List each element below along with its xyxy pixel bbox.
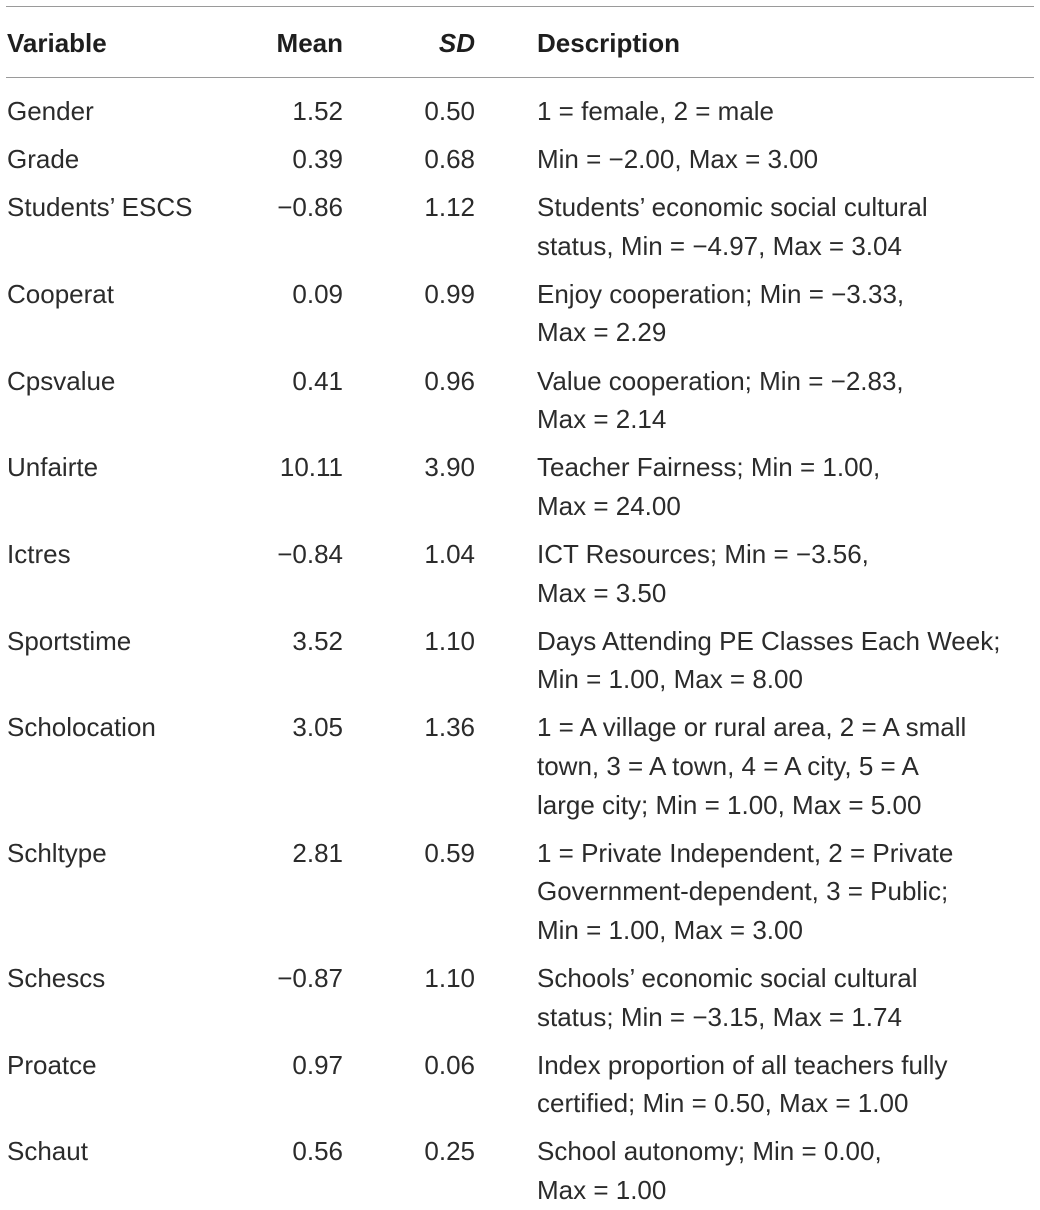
table-header-row bbox=[0, 24, 1040, 60]
header-sd: SD bbox=[438, 28, 475, 58]
description-line: Max = 3.50 bbox=[537, 577, 667, 608]
cell-mean: 0.41 bbox=[292, 365, 343, 396]
cell-sd: 1.04 bbox=[424, 539, 475, 569]
cell-sd: 0.59 bbox=[424, 837, 475, 868]
cell-description bbox=[537, 834, 1037, 950]
cell-mean: −0.84 bbox=[277, 539, 343, 569]
description-line: 1 = Private Independent, 2 = Private bbox=[537, 837, 954, 868]
cell-mean: −0.87 bbox=[277, 963, 343, 993]
cell-sd: 0.06 bbox=[424, 1049, 475, 1080]
cell-variable: Grade bbox=[7, 144, 80, 175]
description-line: Max = 1.00 bbox=[537, 1174, 667, 1205]
cell-variable: Ictres bbox=[7, 539, 71, 569]
cell-mean: 3.52 bbox=[292, 625, 343, 656]
description-line: large city; Min = 1.00, Max = 5.00 bbox=[537, 789, 922, 820]
cell-variable: Cpsvalue bbox=[7, 365, 116, 396]
cell-mean: 0.39 bbox=[292, 144, 343, 175]
description-line: Max = 24.00 bbox=[537, 490, 681, 521]
description-line: Index proportion of all teachers fully bbox=[537, 1049, 948, 1080]
description-line: Enjoy cooperation; Min = −3.33, bbox=[537, 278, 905, 309]
description-line: Max = 2.14 bbox=[537, 404, 667, 435]
cell-variable: Schescs bbox=[7, 963, 106, 993]
cell-variable: Schaut bbox=[7, 1136, 88, 1167]
cell-mean: 10.11 bbox=[279, 452, 343, 483]
cell-sd: 1.36 bbox=[424, 712, 475, 743]
cell-sd: 0.96 bbox=[424, 365, 475, 396]
header-variable: Variable bbox=[7, 28, 107, 58]
cell-sd: 1.10 bbox=[424, 963, 475, 993]
description-line: 1 = A village or rural area, 2 = A small bbox=[537, 712, 967, 743]
description-line: Min = 1.00, Max = 8.00 bbox=[537, 664, 803, 695]
cell-mean: 0.09 bbox=[292, 278, 343, 309]
table-header-rule bbox=[6, 77, 1034, 78]
cell-mean: 0.56 bbox=[292, 1136, 343, 1167]
cell-description bbox=[537, 622, 1037, 699]
description-line: Government-dependent, 3 = Public; bbox=[537, 876, 949, 907]
cell-variable: Students’ ESCS bbox=[7, 192, 193, 223]
cell-mean: −0.86 bbox=[277, 192, 343, 223]
description-line: Teacher Fairness; Min = 1.00, bbox=[537, 452, 881, 483]
cell-sd: 0.50 bbox=[424, 96, 475, 126]
cell-variable: Cooperat bbox=[7, 278, 114, 309]
cell-variable: Sportstime bbox=[7, 625, 132, 656]
description-line: ICT Resources; Min = −3.56, bbox=[537, 539, 869, 569]
cell-mean: 2.81 bbox=[292, 837, 343, 868]
header-description: Description bbox=[537, 28, 681, 58]
description-line: Max = 2.29 bbox=[537, 317, 667, 348]
cell-variable: Gender bbox=[7, 96, 94, 126]
cell-mean: 0.97 bbox=[292, 1049, 343, 1080]
cell-sd: 0.99 bbox=[424, 278, 475, 309]
cell-sd: 1.12 bbox=[424, 192, 475, 223]
cell-mean: 3.05 bbox=[292, 712, 343, 743]
cell-description bbox=[537, 959, 1037, 1036]
cell-description bbox=[537, 92, 1037, 131]
cell-sd: 3.90 bbox=[424, 452, 475, 483]
cell-description bbox=[537, 188, 1037, 265]
description-line: status; Min = −3.15, Max = 1.74 bbox=[537, 1001, 902, 1032]
description-line: certified; Min = 0.50, Max = 1.00 bbox=[537, 1088, 909, 1119]
cell-variable: Unfairte bbox=[7, 452, 99, 483]
cell-sd: 0.68 bbox=[424, 144, 475, 175]
cell-sd: 0.25 bbox=[424, 1136, 475, 1167]
cell-description bbox=[537, 448, 1037, 525]
cell-description bbox=[537, 708, 1037, 824]
table-top-rule bbox=[6, 6, 1034, 7]
description-line: Schools’ economic social cultural bbox=[537, 963, 918, 993]
description-line: Min = −2.00, Max = 3.00 bbox=[537, 144, 819, 175]
description-line: Min = 1.00, Max = 3.00 bbox=[537, 914, 803, 945]
description-line: School autonomy; Min = 0.00, bbox=[537, 1136, 882, 1167]
description-line: 1 = female, 2 = male bbox=[537, 96, 775, 126]
cell-variable: Schltype bbox=[7, 837, 107, 868]
cell-description bbox=[537, 140, 1037, 179]
cell-mean: 1.52 bbox=[292, 96, 343, 126]
cell-variable: Proatce bbox=[7, 1049, 97, 1080]
cell-sd: 1.10 bbox=[424, 625, 475, 656]
cell-description bbox=[537, 362, 1037, 439]
description-line: status, Min = −4.97, Max = 3.04 bbox=[537, 230, 902, 261]
cell-variable: Scholocation bbox=[7, 712, 156, 743]
description-line: Students’ economic social cultural bbox=[537, 192, 928, 223]
description-line: Days Attending PE Classes Each Week; bbox=[537, 625, 1001, 656]
cell-description bbox=[537, 535, 1037, 612]
cell-description bbox=[537, 1132, 1037, 1209]
description-line: town, 3 = A town, 4 = A city, 5 = A bbox=[537, 750, 919, 781]
header-mean: Mean bbox=[276, 28, 343, 58]
description-line: Value cooperation; Min = −2.83, bbox=[537, 365, 904, 396]
cell-description bbox=[537, 1046, 1037, 1123]
cell-description bbox=[537, 275, 1037, 352]
